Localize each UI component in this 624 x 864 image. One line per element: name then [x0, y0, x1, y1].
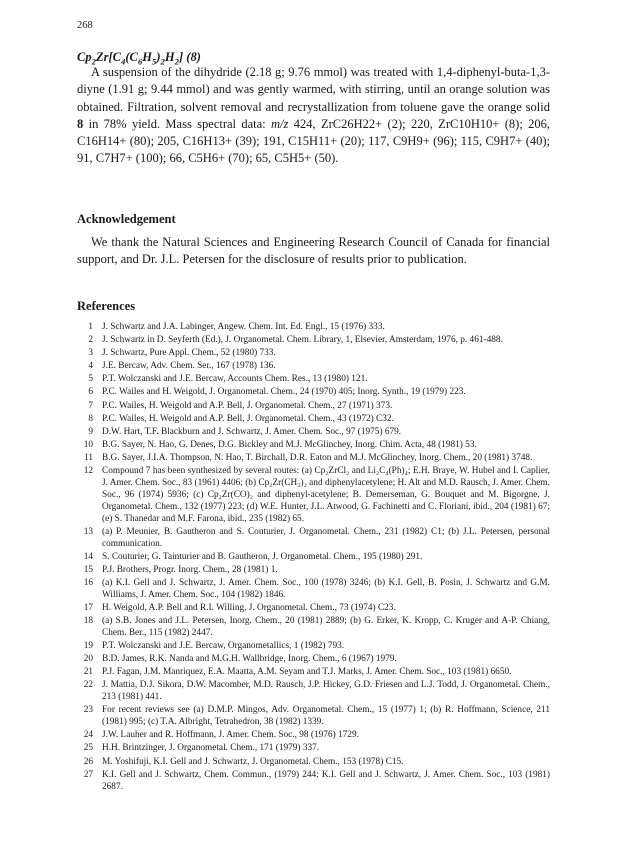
- reference-number: 15: [83, 564, 93, 575]
- compound-number: 8: [190, 50, 197, 64]
- compound-paragraph: [77, 64, 550, 168]
- solid-number: 8: [77, 116, 84, 131]
- compound-text-part1: A suspension of the dihydride (2.18 g; 9.76 mmol) was treated with 1,4-diphenyl-buta-1,3-diyne (1.91 g; 9.44 mmol) and was gently warmed, with stirring, until an orange solution was obtained. Filtration, solvent removal and recrystallization from toluene gave the orange solid: [77, 65, 550, 114]
- reference-number: 26: [83, 756, 93, 767]
- reference-number: 11: [84, 452, 93, 463]
- reference-text: B.G. Sayer, N. Hao, G. Denes, D.G. Bickley and M.J. McGlinchey, Inorg. Chim. Acta, 48 (1981) 53.: [102, 439, 477, 450]
- reference-text: J. Mattia, D.J. Sikora, D.W. Macomber, M.D. Rausch, J.P. Hickey, G.D. Friesen and L.J. Todd, J. Organometal. Chem., 213 (1981) 441.: [102, 680, 550, 703]
- reference-text: J. Schwartz in D. Seyferth (Ed.), J. Organometal. Chem. Library, 1, Elsevier, Amsterdam, 1976, p. 461-488.: [102, 335, 503, 346]
- reference-number: 23: [83, 705, 93, 716]
- reference-number: 25: [83, 743, 93, 754]
- reference-text: Compound 7 has been synthesized by several routes: (a) Cp₂ZrCl₂ and Li₂C₄(Ph)₄; E.H. Braye, W. Hubel and I. Caplier, J. Amer. Chem. Soc., 83 (1961) 4406; (b) Cp₂Zr(CH₃)₂ and diphenylacetylene; H. Alt and M.D. Rausch, J. Amer. Chem. Soc., 96 (1974) 5936; (c) Cp₂Zr(CO)₂ and diphenyl-acetylene; B. Demerseman, G. Bouquet and M. Bigorgne, J. Organometal. Chem., 132 (1977) 223; (d) W.E. Hunter, J.L. Atwood, G. Fachinetti and C. Floriani, ibid., 204 (1981) 67; (e) S. Thanedar and M.F. Farona, ibid., 235 (1982) 65.: [102, 466, 550, 524]
- acknowledgement-section: [77, 212, 550, 269]
- reference-item: [77, 335, 550, 347]
- reference-number: 21: [83, 667, 93, 678]
- reference-item: [77, 654, 550, 666]
- reference-number: 27: [83, 769, 93, 780]
- compound-heading: $Cp_2Zr[C_4(C_6H_5)_2H_2]$ (8): [77, 50, 201, 67]
- reference-text: B.D. James, R.K. Nanda and M.G.H. Wallbridge, Inorg. Chem., 6 (1967) 1979.: [102, 654, 397, 665]
- reference-item: [77, 743, 550, 755]
- reference-text: (a) K.I. Gell and J. Schwartz, J. Amer. Chem. Soc., 100 (1978) 3246; (b) K.I. Gell, B. Posin, J. Schwartz and G.M. Williams, J. Amer. Chem. Soc., 104 (1982) 1846.: [102, 577, 550, 600]
- reference-text: M. Yoshifuji, K.I. Gell and J. Schwartz, J. Organometal. Chem., 153 (1978) C15.: [102, 756, 404, 767]
- reference-number: 1: [88, 322, 93, 332]
- reference-number: 14: [83, 551, 93, 562]
- reference-item: [77, 616, 550, 640]
- reference-item: [77, 374, 550, 386]
- reference-text: P.J. Fagan, J.M. Manriquez, E.A. Maatta, A.M. Seyam and T.J. Marks, J. Amer. Chem. Soc., 103 (1981) 6650.: [102, 667, 512, 678]
- reference-text: P.T. Wolczanski and J.E. Bercaw, Accounts Chem. Res., 13 (1980) 121.: [102, 374, 368, 385]
- reference-number: 9: [88, 426, 93, 437]
- reference-number: 24: [83, 730, 93, 741]
- reference-item: [77, 730, 550, 742]
- references-heading: References: [77, 299, 136, 313]
- compound-text-part2: in 78% yield. Mass spectral data:: [88, 116, 266, 131]
- reference-text: J.W. Lauher and R. Hoffmann, J. Amer. Chem. Soc., 98 (1976) 1729.: [102, 730, 359, 741]
- reference-item: [77, 770, 550, 794]
- reference-number: 6: [88, 387, 93, 398]
- reference-item: [77, 680, 550, 704]
- reference-item: [77, 565, 550, 577]
- reference-number: 12: [83, 466, 93, 477]
- reference-text: P.C. Wailes, H. Weigold and A.P. Bell, J. Organometal. Chem., 43 (1972) C32.: [102, 413, 394, 424]
- reference-number: 8: [88, 413, 93, 424]
- reference-text: D.W. Hart, T.F. Blackburn and J. Schwartz, J. Amer. Chem. Soc., 97 (1975) 679.: [102, 426, 402, 437]
- reference-text: H. Weigold, A.P. Bell and R.I. Willing, J. Organometal. Chem., 73 (1974) C23.: [102, 602, 396, 613]
- reference-item: [77, 466, 550, 526]
- reference-text: For recent reviews see (a) D.M.P. Mingos, Adv. Organometal. Chem., 15 (1977) 1; (b) R. Hoffmann, Science, 211 (1981) 995; (c) T.A. Albright, Tetrahedron, 38 (1982) 1339.: [102, 705, 550, 728]
- page-number: 268: [77, 20, 93, 31]
- reference-item: [77, 414, 550, 426]
- reference-text: P.C. Wailes, H. Weigold and A.P. Bell, J. Organometal. Chem., 27 (1971) 373.: [102, 400, 393, 411]
- reference-text: S. Couturier, G. Tainturier and B. Gautheron, J. Organometal. Chem., 195 (1980) 291.: [102, 551, 423, 562]
- reference-item: [77, 705, 550, 729]
- reference-text: J. Schwartz and J.A. Labinger, Angew. Chem. Int. Ed. Engl., 15 (1976) 333.: [102, 322, 385, 332]
- reference-text: (a) P. Meunier, B. Gautheron and S. Couturier, J. Organometal. Chem., 231 (1982) C1; (b) J.L. Petersen, personal communication.: [102, 526, 550, 549]
- reference-item: [77, 361, 550, 373]
- reference-number: 22: [83, 680, 93, 691]
- reference-number: 5: [88, 374, 93, 385]
- mass-spectral-data: 424, ZrC26H22+ (2); 220, ZrC10H10+ (8); 206, C16H14+ (80); 205, C16H13+ (39); 191, C15H11+ (20); 117, C9H9+ (96); 115, C9H7+ (40); 91, C7H7+ (100); 66, C5H6+ (70); 65, C5H5+ (50).: [77, 116, 551, 166]
- compound-section: [77, 50, 550, 168]
- reference-number: 17: [83, 602, 93, 613]
- reference-list: [77, 322, 550, 795]
- reference-text: P.C. Wailes and H. Weigold, J. Organometal. Chem., 24 (1970) 405; Inorg. Synth., 19 (1979) 223.: [102, 387, 466, 398]
- reference-item: [77, 757, 550, 769]
- acknowledgement-text: We thank the Natural Sciences and Engineering Research Council of Canada for financial support, and Dr. J.L. Petersen for the disclosure of results prior to publication.: [77, 235, 550, 267]
- reference-item: [77, 603, 550, 615]
- reference-item: [77, 348, 550, 360]
- reference-item: [77, 401, 550, 413]
- reference-text: H.H. Brintzinger, J. Organometal. Chem., 171 (1979) 337.: [102, 743, 320, 754]
- reference-text: J. Schwartz, Pure Appl. Chem., 52 (1980) 733.: [102, 348, 276, 359]
- reference-text: B.G. Sayer, J.I.A. Thompson, N. Hao, T. Birchall, D.R. Eaton and M.J. McGlinchey, Inorg. Chem., 20 (1981) 3748.: [102, 452, 533, 463]
- reference-number: 7: [88, 400, 93, 411]
- reference-item: [77, 453, 550, 465]
- reference-item: [77, 552, 550, 564]
- reference-number: 20: [83, 654, 93, 665]
- reference-number: 3: [88, 348, 93, 359]
- reference-item: [77, 527, 550, 551]
- reference-number: 13: [83, 526, 93, 537]
- acknowledgement-heading: Acknowledgement: [77, 212, 176, 226]
- reference-number: 18: [83, 616, 93, 627]
- reference-text: K.I. Gell and J. Schwartz, Chem. Commun., (1979) 244; K.I. Gell and J. Schwartz, J. Amer. Chem. Soc., 103 (1981) 2687.: [102, 769, 550, 792]
- reference-number: 16: [83, 577, 93, 588]
- reference-number: 19: [83, 641, 93, 652]
- reference-text: P.T. Wolczanski and J.E. Bercaw, Organometallics, 1 (1982) 793.: [102, 641, 345, 652]
- reference-item: [77, 667, 550, 679]
- reference-text: J.E. Bercaw, Adv. Chem. Ser., 167 (1978) 136.: [102, 361, 276, 372]
- references-section: [77, 299, 550, 314]
- reference-item: [77, 322, 550, 334]
- reference-text: (a) S.B. Jones and J.L. Petersen, Inorg. Chem., 20 (1981) 2889; (b) G. Erker, K. Kropp, C. Kruger and A-P. Chiang, Chem. Ber., 115 (1982) 2447.: [102, 616, 550, 638]
- reference-item: [77, 387, 550, 399]
- reference-item: [77, 578, 550, 602]
- reference-text: P.J. Brothers, Progr. Inorg. Chem., 28 (1981) 1.: [102, 564, 278, 575]
- reference-number: 10: [83, 439, 93, 450]
- reference-item: [77, 440, 550, 452]
- reference-number: 2: [88, 335, 93, 346]
- reference-number: 4: [88, 361, 93, 372]
- reference-item: [77, 641, 550, 653]
- mz-label: m/z: [271, 116, 289, 131]
- reference-item: [77, 427, 550, 439]
